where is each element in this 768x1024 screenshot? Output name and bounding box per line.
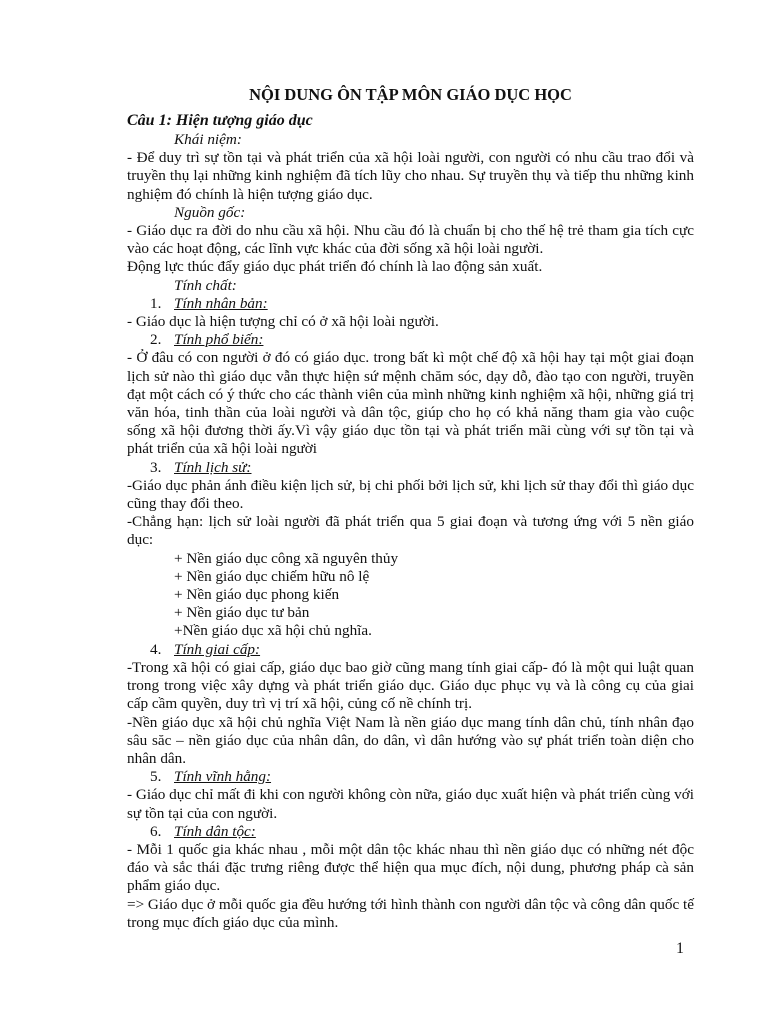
list-item: + Nền giáo dục phong kiến: [174, 586, 340, 604]
property-paragraph-3b: -Chẳng hạn: lịch sử loài người đã phát triển qua 5 giai đoạn và tương ứng với 5 nền giáo dục:: [127, 513, 694, 549]
property-title: Tính phổ biến:: [174, 331, 264, 349]
property-number: 3.: [150, 458, 162, 476]
origin-paragraph-2: Động lực thúc đẩy giáo dục phát triển đó chính là lao động sản xuất.: [127, 258, 543, 276]
property-paragraph-6a: - Mỗi 1 quốc gia khác nhau , mỗi một dân tộc khác nhau thì nền giáo dục có những nét độc đáo và sắc thái đặc trưng riêng được thể hiện qua mục đích, nội dung, phương pháp cà sản phẩm giáo dục.: [127, 840, 694, 895]
origin-paragraph: - Giáo dục ra đời do nhu cầu xã hội. Nhu cầu đó là chuẩn bị cho thế hệ trẻ tham gia tích cực vào các hoạt động, các lĩnh vực khác của đời sống xã hội loài người.: [127, 222, 694, 258]
property-paragraph-6b: => Giáo dục ở mỗi quốc gia đều hướng tới hình thành con người dân tộc và công dân quốc tế trong mục đích giáo dục của mình.: [127, 895, 694, 931]
document-body: [127, 111, 694, 932]
property-number: 5.: [150, 768, 162, 786]
property-title: Tính dân tộc:: [174, 822, 256, 840]
property-heading-6: [127, 823, 694, 841]
property-paragraph-4a: -Trong xã hội có giai cấp, giáo dục bao giờ cũng mang tính giai cấp- đó là một qui luật quan trong trong việc xây dựng và phát triển giáo dục. Giáo dục phục vụ và là công cụ của giai cấp cầm quyền, duy trì vị trí xã hội, củng cố nề chính trị.: [127, 658, 694, 713]
property-paragraph-3a: -Giáo dục phản ánh điều kiện lịch sử, bị chi phối bởi lịch sử, khi lịch sử thay đổi thì giáo dục cũng thay đổi theo.: [127, 476, 694, 513]
properties-heading: Tính chất:: [174, 276, 237, 294]
property-paragraph-4b: -Nền giáo dục xã hội chủ nghĩa Việt Nam là nền giáo dục mang tính dân chủ, tính nhân đạo sâu săc – nền giáo dục của nhân dân, do dân, vì dân hướng vào sự phát triển toàn diện cho nhân dân.: [127, 713, 694, 767]
question-heading: Câu 1: Hiện tượng giáo dục: [127, 112, 313, 129]
list-item: +Nền giáo dục xã hội chủ nghĩa.: [174, 622, 372, 640]
list-item: + Nền giáo dục tư bản: [174, 604, 310, 622]
property-heading-2: [127, 331, 694, 349]
property-paragraph-2: - Ở đâu có con người ở đó có giáo dục. trong bất kì một chế độ xã hội hay tại một giai đoạn lịch sử nào thì giáo dục vẫn thực hiện sứ mệnh chăm sóc, dạy dỗ, đào tạo con người, truyền đạt một cách có ý thức cho các thành viên của mình những kinh nghiệm xã hội, những giá trị văn hóa, tinh thần của loài người và dân tộc, giúp cho họ có khả năng tham gia vào cuộc sống xã hội đương thời ấy.Vì vậy giáo dục tồn tại và phát triển mãi cùng với sự tồn tại và phát triển của xã hội loài người: [127, 349, 694, 458]
property-number: 2.: [150, 331, 162, 349]
page-title: NỘI DUNG ÔN TẬP MÔN GIÁO DỤC HỌC: [249, 85, 572, 104]
property-number: 1.: [150, 294, 162, 312]
property-number: 6.: [150, 822, 162, 840]
property-paragraph-1: - Giáo dục là hiện tượng chỉ có ở xã hội loài người.: [127, 313, 439, 331]
page-number: 1: [676, 940, 684, 957]
property-heading-4: [127, 641, 694, 659]
property-paragraph-5: - Giáo dục chỉ mất đi khi con người không còn nữa, giáo dục xuất hiện và phát triển cùng với sự tồn tại của con người.: [127, 786, 694, 822]
property-heading-1: [127, 295, 694, 313]
concept-heading: Khái niệm:: [174, 131, 242, 148]
property-heading-3: [127, 459, 694, 477]
concept-paragraph: - Để duy trì sự tồn tại và phát triển của xã hội loài người, con người có nhu cầu trao đổi và truyền thụ lại những kinh nghiệm đã tích lũy cho nhau. Sự truyền thụ và tiếp thu những kinh nghiệm đó chính là hiện tượng giáo dục.: [127, 149, 694, 203]
property-title: Tính giai cấp:: [174, 640, 261, 658]
property-number: 4.: [150, 640, 162, 658]
list-item: + Nền giáo dục công xã nguyên thủy: [174, 549, 399, 567]
property-heading-5: [127, 768, 694, 786]
property-title: Tính vĩnh hằng:: [174, 768, 272, 786]
property-title: Tính lịch sử:: [174, 458, 252, 476]
property-title: Tính nhân bản:: [174, 294, 268, 312]
origin-heading: Nguồn gốc:: [174, 203, 246, 221]
list-item: + Nền giáo dục chiếm hữu nô lệ: [174, 567, 370, 585]
